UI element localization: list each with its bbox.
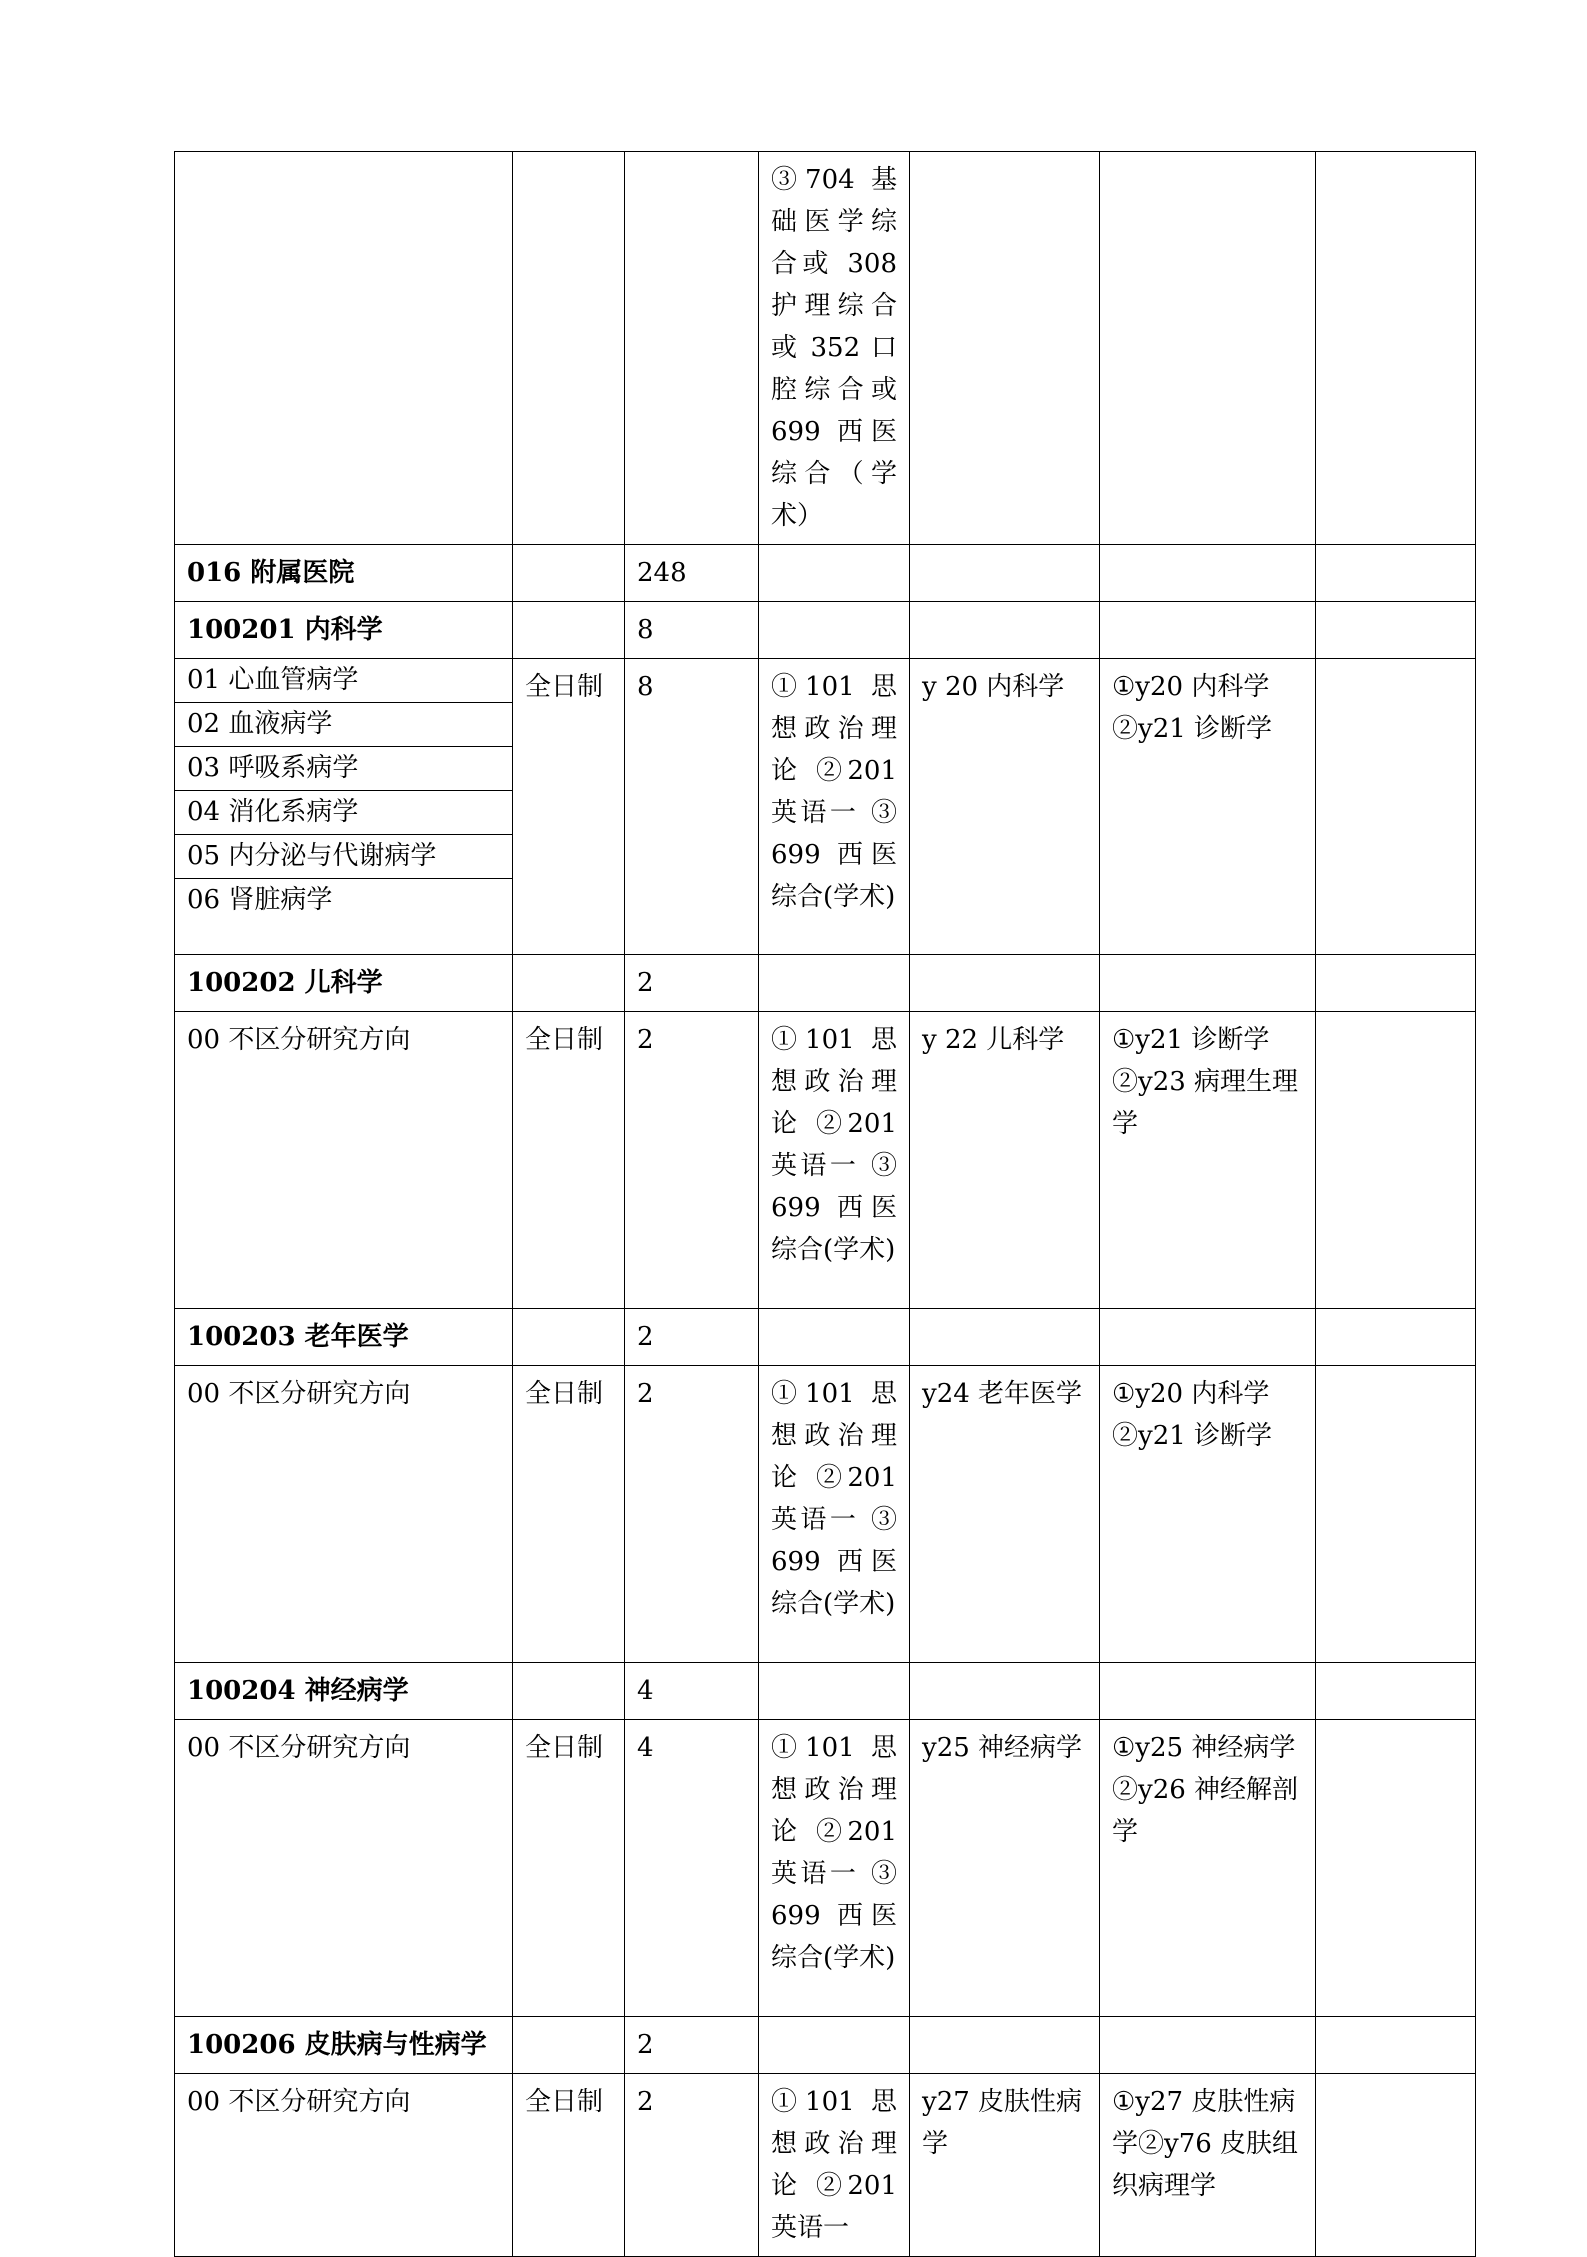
retest-subject: y24 老年医学 [910, 1366, 1100, 1663]
table-row [175, 152, 1476, 545]
direction-item: 06 肾脏病学 [187, 885, 333, 915]
retest-subject: y 22 儿科学 [910, 1012, 1100, 1309]
enrollment-count: 2 [625, 1366, 759, 1663]
exam-subjects-cell: ①101 思想政治理论 ②201 英语一 ③699 西医综合(学术) [759, 1366, 910, 1663]
major-quota: 4 [625, 1663, 759, 1720]
major-quota: 2 [625, 2017, 759, 2074]
table-row [175, 659, 1476, 955]
major-quota: 8 [625, 602, 759, 659]
direction-item: 03 呼吸系病学 [175, 747, 512, 791]
study-mode: 全日制 [513, 659, 625, 955]
exam-subjects-cell: ①101 思想政治理论 ②201 英语一 ③699 西医综合(学术) [759, 1720, 910, 2017]
retest-subject: y 20 内科学 [910, 659, 1100, 955]
direction-item: 00 不区分研究方向 [175, 1012, 513, 1309]
table-row [175, 955, 1476, 1012]
equivalent-subjects: ①y20 内科学②y21 诊断学 [1100, 1366, 1316, 1663]
department-quota: 248 [625, 545, 759, 602]
retest-subject: y27 皮肤性病学 [910, 2074, 1100, 2257]
table-row [175, 1309, 1476, 1366]
direction-item: 00 不区分研究方向 [175, 2074, 513, 2257]
table-row [175, 2074, 1476, 2257]
enrollment-count: 8 [625, 659, 759, 955]
department-name: 016 附属医院 [175, 545, 513, 602]
enrollment-table [174, 151, 1476, 2257]
major-name: 100203 老年医学 [175, 1309, 513, 1366]
equivalent-subjects: ①y20 内科学②y21 诊断学 [1100, 659, 1316, 955]
enrollment-count: 4 [625, 1720, 759, 2017]
table-row [175, 1663, 1476, 1720]
direction-item: 02 血液病学 [175, 703, 512, 747]
research-directions [175, 659, 513, 955]
major-name: 100201 内科学 [175, 602, 513, 659]
study-mode: 全日制 [513, 2074, 625, 2257]
direction-item: 00 不区分研究方向 [175, 1366, 513, 1663]
table-row [175, 1720, 1476, 2017]
major-name: 100204 神经病学 [175, 1663, 513, 1720]
retest-subject: y25 神经病学 [910, 1720, 1100, 2017]
exam-subjects-cell: ①101 思想政治理论 ②201 英语一 ③699 西医综合(学术) [759, 659, 910, 955]
major-quota: 2 [625, 955, 759, 1012]
direction-item: 05 内分泌与代谢病学 [175, 835, 512, 879]
study-mode: 全日制 [513, 1366, 625, 1663]
table-row [175, 602, 1476, 659]
study-mode: 全日制 [513, 1012, 625, 1309]
direction-item: 01 心血管病学 [175, 659, 512, 703]
table-row [175, 2017, 1476, 2074]
enrollment-count: 2 [625, 1012, 759, 1309]
equivalent-subjects: ①y25 神经病学②y26 神经解剖学 [1100, 1720, 1316, 2017]
exam-subjects-cell: ①101 思想政治理论 ②201 英语一 ③699 西医综合(学术) [759, 1012, 910, 1309]
study-mode: 全日制 [513, 1720, 625, 2017]
major-quota: 2 [625, 1309, 759, 1366]
table-row [175, 1366, 1476, 1663]
exam-subjects-cell: ③704 基础医学综合或 308 护理综合或 352 口腔综合或 699 西医综合（学术） [759, 152, 910, 545]
enrollment-count: 2 [625, 2074, 759, 2257]
exam-subjects-cell: ①101 思想政治理论 ②201 英语一 [759, 2074, 910, 2257]
equivalent-subjects: ①y27 皮肤性病学②y76 皮肤组织病理学 [1100, 2074, 1316, 2257]
direction-item: 04 消化系病学 [175, 791, 512, 835]
table-row [175, 1012, 1476, 1309]
table-row [175, 545, 1476, 602]
major-name: 100206 皮肤病与性病学 [175, 2017, 513, 2074]
direction-item: 00 不区分研究方向 [175, 1720, 513, 2017]
major-name: 100202 儿科学 [175, 955, 513, 1012]
equivalent-subjects: ①y21 诊断学②y23 病理生理学 [1100, 1012, 1316, 1309]
